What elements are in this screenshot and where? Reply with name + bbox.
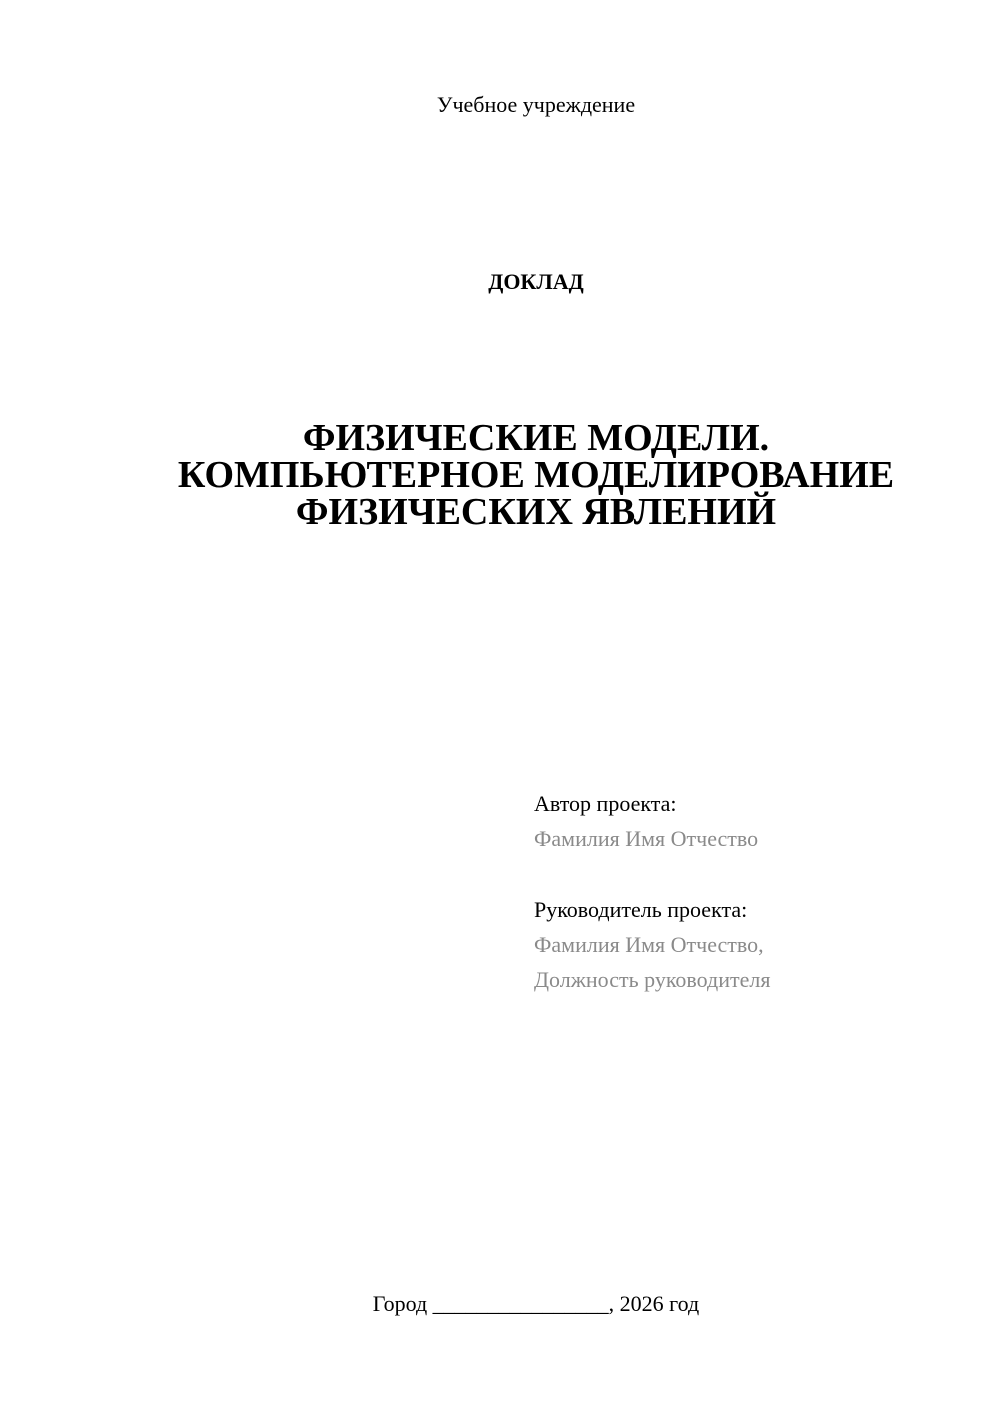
title-line-1: ФИЗИЧЕСКИЕ МОДЕЛИ. [302,417,770,459]
supervisor-name: Фамилия Имя Отчество, [534,932,764,957]
city-year-line: Город ________________, 2026 год [372,1291,700,1316]
supervisor-position: Должность руководителя [534,967,771,992]
title-line-3: ФИЗИЧЕСКИХ ЯВЛЕНИЙ [295,491,777,533]
people-block [534,786,974,997]
document-type: ДОКЛАД [488,269,584,294]
spacer [534,856,974,892]
institution-name: Учебное учреждение [436,92,636,117]
author-name: Фамилия Имя Отчество [534,826,759,851]
author-label: Автор проекта: [534,791,677,816]
supervisor-label: Руководитель проекта: [534,897,748,922]
title-line-2: КОМПЬЮТЕРНОЕ МОДЕЛИРОВАНИЕ [177,454,895,496]
document-title [0,417,1000,533]
